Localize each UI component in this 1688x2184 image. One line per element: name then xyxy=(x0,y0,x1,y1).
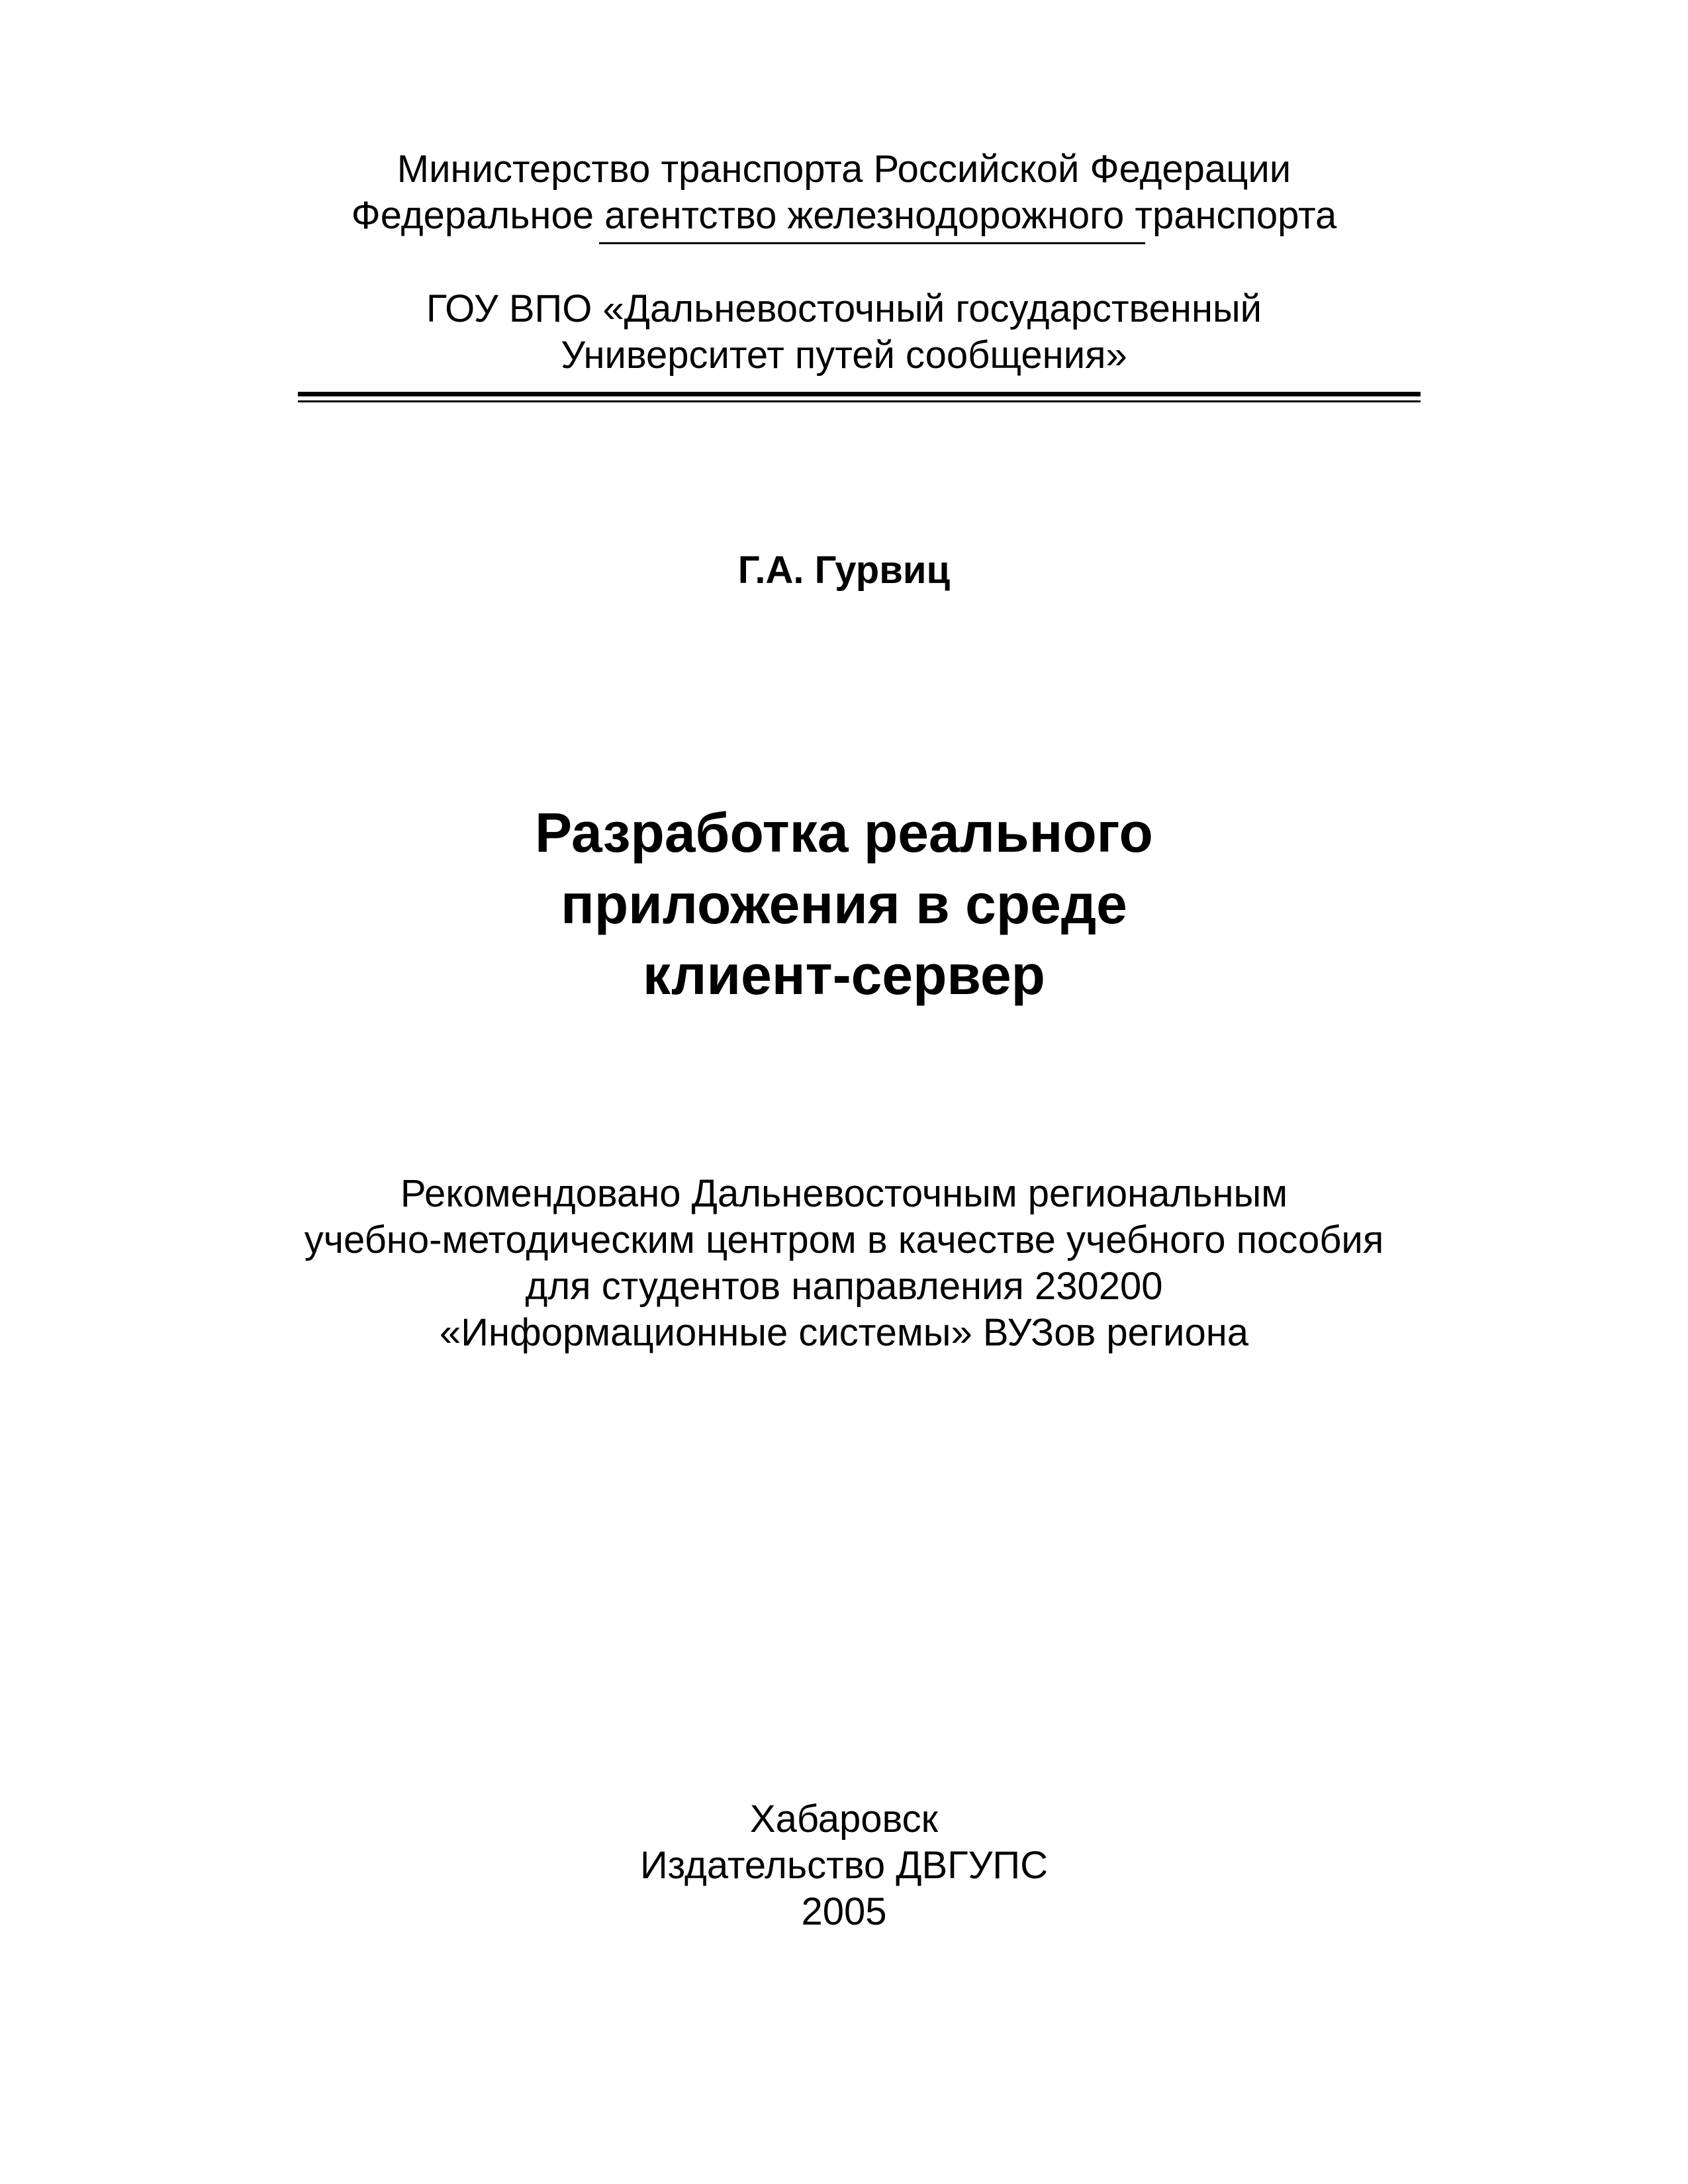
header-underline xyxy=(599,242,1145,244)
title-line-2: приложения в среде xyxy=(561,873,1127,935)
university-line-1: ГОУ ВПО «Дальневосточный государственный xyxy=(426,287,1262,330)
header-divider-thick xyxy=(298,392,1421,396)
agency-line: Федеральное агентство железнодорожного транспорта xyxy=(351,194,1337,237)
recommendation-line-3: для студентов направления 230200 xyxy=(525,1265,1163,1308)
recommendation-line-1: Рекомендовано Дальневосточным региональным xyxy=(400,1172,1288,1215)
university-line-2: Университет путей сообщения» xyxy=(561,334,1127,377)
ministry-line: Министерство транспорта Российской Федерации xyxy=(397,148,1291,191)
header-divider-thin xyxy=(298,400,1421,402)
recommendation-line-2: учебно-методическим центром в качестве учебного пособия xyxy=(304,1218,1384,1261)
imprint-city: Хабаровск xyxy=(749,1797,939,1841)
imprint-publisher: Издательство ДВГУПС xyxy=(639,1844,1049,1887)
author-name: Г.А. Гурвиц xyxy=(737,549,951,592)
title-line-1: Разработка реального xyxy=(535,801,1153,864)
imprint-year: 2005 xyxy=(801,1890,887,1933)
recommendation-line-4: «Информационные системы» ВУЗов региона xyxy=(440,1311,1248,1354)
title-line-3: клиент-сервер xyxy=(643,944,1045,1006)
